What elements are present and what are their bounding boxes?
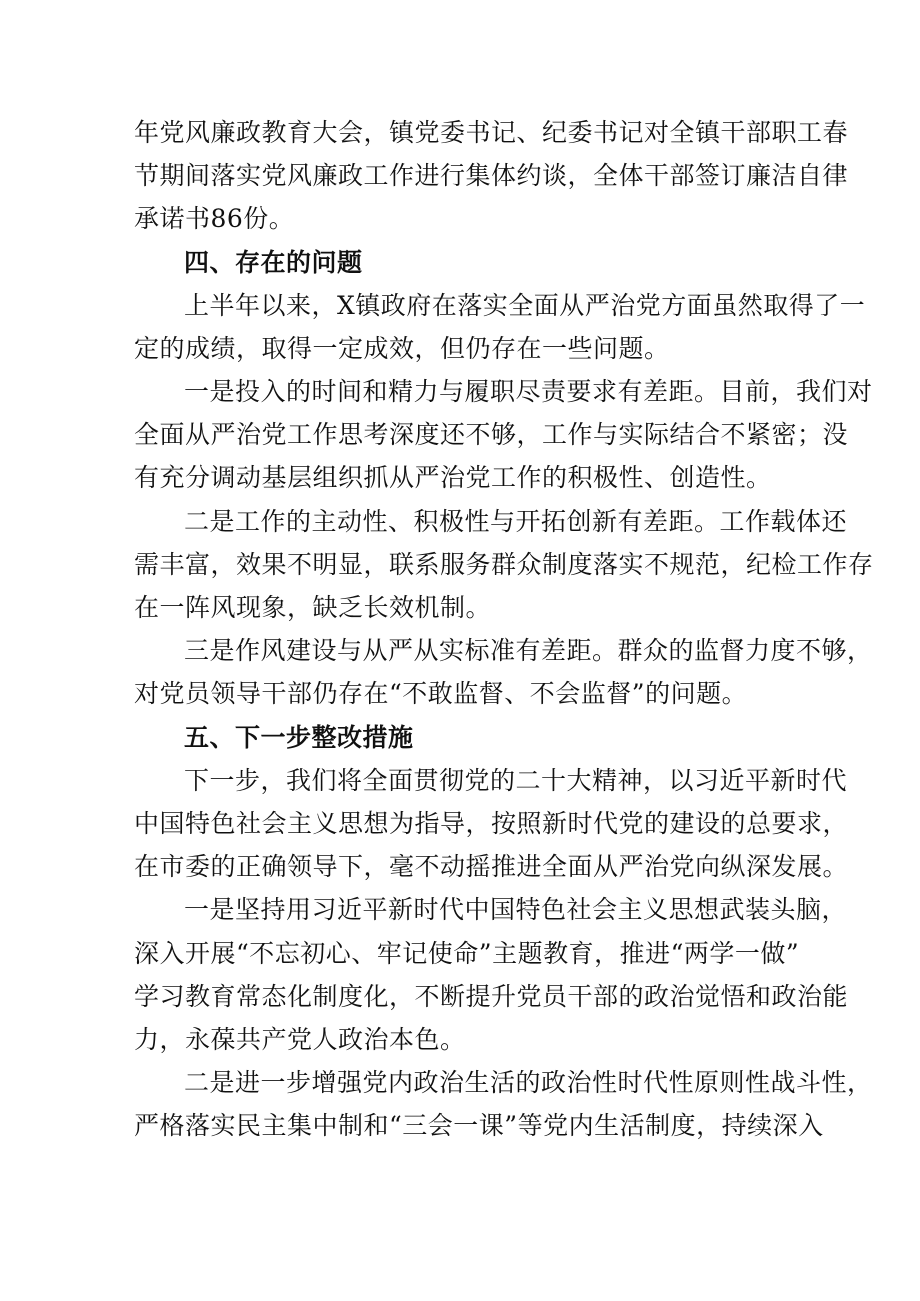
paragraph-line: 力，永葆共产党人政治本色。 bbox=[134, 1025, 466, 1054]
paragraph-line: 下一步，我们将全面贯彻党的二十大精神，以习近平新时代 bbox=[184, 766, 848, 795]
paragraph-line: 三是作风建设与从严从实标准有差距。群众的监督力度不够， bbox=[184, 636, 873, 665]
paragraph-line: 中国特色社会主义思想为指导，按照新时代党的建设的总要求， bbox=[134, 809, 849, 838]
paragraph-line: 在市委的正确领导下，毫不动摇推进全面从严治党向纵深发展。 bbox=[134, 852, 849, 881]
paragraph-line: 二是进一步增强党内政治生活的政治性时代性原则性战斗性， bbox=[184, 1068, 873, 1097]
paragraph-line: 上半年以来，X镇政府在落实全面从严治党方面虽然取得了一 bbox=[184, 291, 866, 320]
paragraph-line: 对党员领导干部仍存在“不敢监督、不会监督”的问题。 bbox=[134, 679, 748, 708]
paragraph-line: 定的成绩，取得一定成效，但仍存在一些问题。 bbox=[134, 334, 670, 363]
paragraph-line: 节期间落实党风廉政工作进行集体约谈，全体干部签订廉洁自律 bbox=[134, 161, 849, 190]
paragraph-line: 有充分调动基层组织抓从严治党工作的积极性、创造性。 bbox=[134, 463, 772, 492]
paragraph-line: 在一阵风现象，缺乏长效机制。 bbox=[134, 593, 492, 622]
paragraph-line: 需丰富，效果不明显，联系服务群众制度落实不规范，纪检工作存 bbox=[134, 550, 874, 579]
paragraph-line: 一是坚持用习近平新时代中国特色社会主义思想武装头脑， bbox=[184, 895, 848, 924]
paragraph-line: 一是投入的时间和精力与履职尽责要求有差距。目前，我们对 bbox=[184, 377, 873, 406]
paragraph-line: 深入开展“不忘初心、牢记使命”主题教育，推进“两学一做” bbox=[134, 939, 800, 968]
paragraph-line: 全面从严治党工作思考深度还不够，工作与实际结合不紧密；没 bbox=[134, 420, 849, 449]
paragraph-line: 承诺书86份。 bbox=[134, 204, 295, 233]
paragraph-line: 学习教育常态化制度化，不断提升党员干部的政治觉悟和政治能 bbox=[134, 982, 849, 1011]
section-heading: 四、存在的问题 bbox=[184, 248, 363, 277]
paragraph-line: 年党风廉政教育大会，镇党委书记、纪委书记对全镇干部职工春 bbox=[134, 118, 849, 147]
section-heading: 五、下一步整改措施 bbox=[184, 723, 414, 752]
paragraph-line: 二是工作的主动性、积极性与开拓创新有差距。工作载体还 bbox=[184, 507, 848, 536]
paragraph-line: 严格落实民主集中制和“三会一课”等党内生活制度，持续深入 bbox=[134, 1111, 824, 1140]
